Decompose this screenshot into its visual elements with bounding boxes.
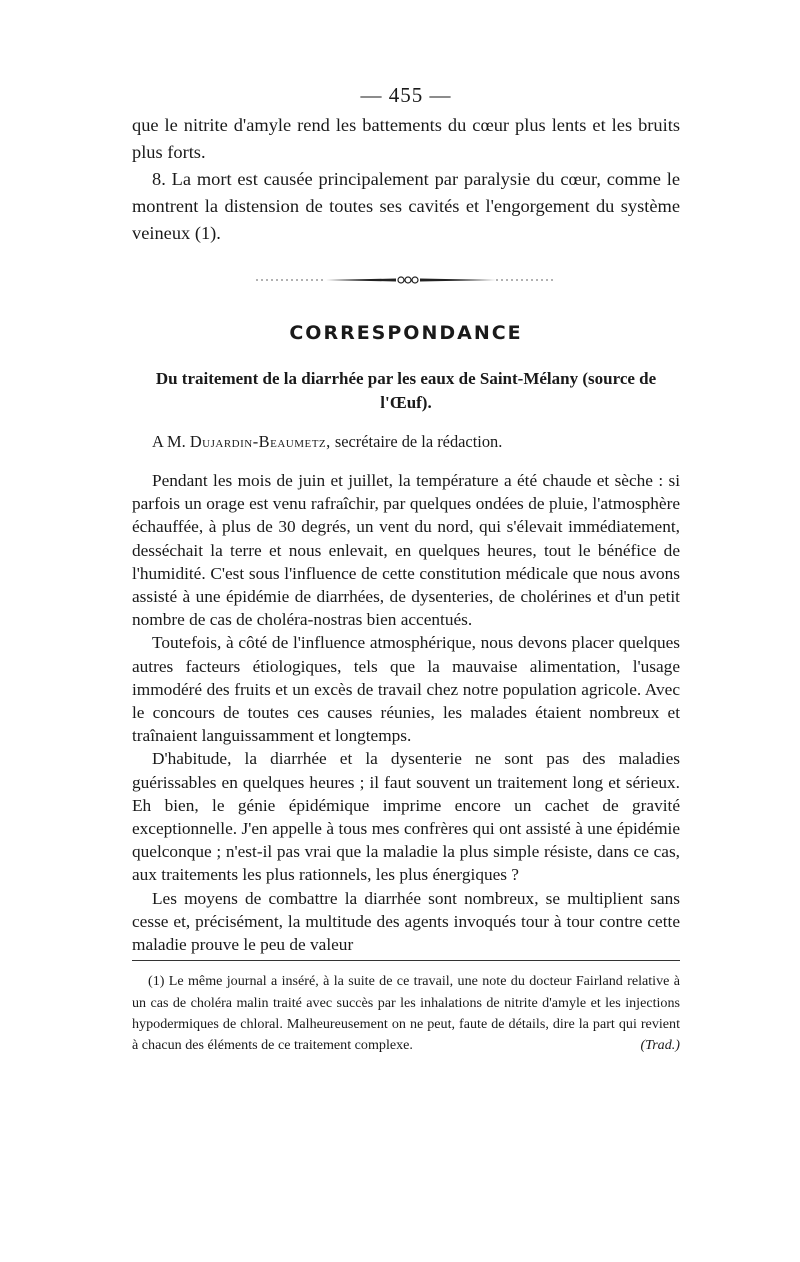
page-number: — 455 —: [360, 83, 452, 107]
footnote-text: (1) Le même journal a inséré, à la suite de ce travail, une note du docteur Fairland relative à un cas de choléra malin traité avec succès par les inhalations de nitrite d'amyle et les injections hypodermiques de chloral. Malheureusement on ne peut, faute de détails, dire la part qui revient à chacun des éléments de ce traitement complexe.: [132, 973, 680, 1054]
body-paragraph-1: Pendant les mois de juin et juillet, la température a été chaude et sèche : si parfois un orage est venu rafraîchir, par quelques ondées de pluie, l'atmosphère échauffée, à plus de 30 degrés, un vent du nord, qui s'élevait immédiatement, desséchait la terre et nous enlevait, en quelques heures, tout le bénéfice de l'humidité. C'est sous l'influence de cette constitution médicale que nous avons assisté à une épidémie de diarrhées, de dysenteries, de cholérines et d'un petit nombre de cas de choléra-nostras bien accentués.: [132, 471, 680, 630]
salutation: [132, 431, 680, 453]
footnote-signature: (Trad.): [640, 1037, 680, 1054]
body-paragraph-4: Les moyens de combattre la diarrhée sont nombreux, se multiplient sans cesse et, précisément, la multitude des agents invoqués tour à tour contre cette maladie prouve le peu de valeur: [132, 888, 680, 955]
intro-paragraph-2: 8. La mort est causée principalement par paralysie du cœur, comme le montrent la distension de toutes ses cavités et l'engorgement du système veineux (1).: [132, 169, 680, 243]
section-title: CORRESPONDANCE: [289, 322, 523, 344]
footnote: [132, 971, 680, 1057]
separator-flourish-icon: [256, 273, 556, 287]
footnote-rule: [132, 960, 680, 961]
letter-body: [132, 469, 680, 956]
page: [132, 78, 680, 1057]
body-paragraph-3: D'habitude, la diarrhée et la dysenterie ne sont pas des maladies guérissables en quelques heures ; il faut souvent un traitement long et sérieux. Eh bien, le génie épidémique imprime encore un cachet de gravité exceptionnelle. J'en appelle à tous mes confrères qui ont assisté à une épidémie quelconque ; n'est-il pas vrai que la maladie la plus simple résiste, dans ce cas, aux traitements les plus rationnels, les plus énergiques ?: [132, 749, 680, 885]
intro-paragraph-1: que le nitrite d'amyle rend les battements du cœur plus lents et les bruits plus forts.: [132, 115, 680, 162]
ornamental-separator: [132, 271, 680, 289]
body-paragraph-2: Toutefois, à côté de l'influence atmosphérique, nous devons placer quelques autres facteurs étiologiques, tels que la mauvaise alimentation, l'usage immodéré des fruits et un excès de travail chez notre population agricole. Avec le concours de toutes ces causes réunies, les malades étaient nombreux et traînaient languissamment et longtemps.: [132, 633, 680, 746]
salutation-name: Dujardin-Beaumetz,: [189, 432, 331, 451]
salutation-prefix: A M.: [152, 432, 186, 451]
salutation-suffix: secrétaire de la rédaction.: [334, 432, 503, 451]
article-title: Du traitement de la diarrhée par les eaux de Saint-Mélany (source de l'Œuf).: [155, 369, 657, 412]
